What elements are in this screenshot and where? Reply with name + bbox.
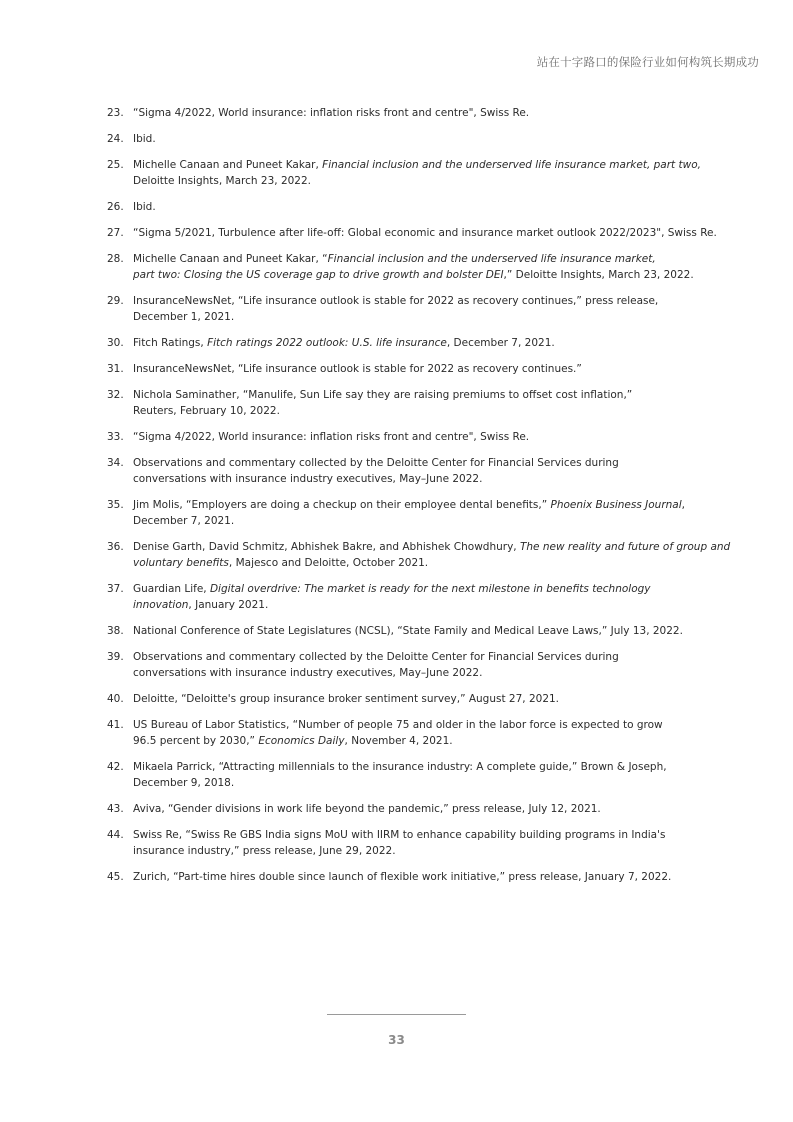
endnote-text-segment: Fitch Ratings, bbox=[133, 337, 208, 349]
endnote-line bbox=[133, 665, 707, 681]
endnote-text-segment: insurance industry,” press release, June 29, 2022. bbox=[133, 845, 396, 857]
endnote-number: 41. bbox=[107, 719, 124, 731]
endnote-number: 42. bbox=[107, 761, 124, 773]
endnote-text-segment: 96.5 percent by 2030,” bbox=[133, 735, 259, 747]
endnote-line bbox=[133, 497, 707, 513]
endnote-text bbox=[133, 691, 707, 707]
endnote-text-segment: Aviva, “Gender divisions in work life beyond the pandemic,” press release, July 12, 2021. bbox=[133, 803, 601, 815]
endnote-text bbox=[133, 335, 707, 351]
endnote-text-segment: December 1, 2021. bbox=[133, 311, 235, 323]
endnote-number: 40. bbox=[107, 693, 124, 705]
endnote-text-segment: InsuranceNewsNet, “Life insurance outlook is stable for 2022 as recovery continues.” bbox=[133, 363, 582, 375]
endnote-text-segment: Deloitte, “Deloitte's group insurance broker sentiment survey,” August 27, 2021. bbox=[133, 693, 560, 705]
endnote-text-segment: Zurich, “Part-time hires double since launch of flexible work initiative,” press release, January 7, 2022. bbox=[133, 871, 672, 883]
endnote-line bbox=[133, 597, 707, 613]
endnote-line bbox=[133, 105, 707, 121]
endnote-line bbox=[133, 157, 707, 173]
endnote-text bbox=[133, 131, 707, 147]
endnote-text-segment: Nichola Saminather, “Manulife, Sun Life say they are raising premiums to offset cost inflation,” bbox=[133, 389, 633, 401]
endnote-line bbox=[133, 293, 707, 309]
endnote-line bbox=[133, 225, 717, 241]
endnote-line bbox=[133, 843, 707, 859]
endnote-title-italic: voluntary benefits bbox=[133, 557, 229, 569]
endnote-item bbox=[107, 335, 707, 351]
endnote-line bbox=[133, 429, 707, 445]
endnote-item bbox=[107, 251, 707, 283]
endnote-item bbox=[107, 539, 731, 571]
endnote-number: 43. bbox=[107, 803, 124, 815]
endnote-line bbox=[133, 539, 730, 555]
endnote-text-segment: Jim Molis, “Employers are doing a checkup on their employee dental benefits,” bbox=[133, 499, 551, 511]
endnote-number: 25. bbox=[107, 159, 124, 171]
endnote-item bbox=[107, 157, 707, 189]
endnote-text-segment: Observations and commentary collected by the Deloitte Center for Financial Services during bbox=[133, 457, 619, 469]
endnote-text-segment: December 7, 2021. bbox=[133, 515, 235, 527]
endnote-text bbox=[133, 361, 707, 377]
endnote-item bbox=[107, 759, 707, 791]
endnote-text bbox=[133, 539, 730, 571]
endnote-text bbox=[133, 623, 707, 639]
endnote-line bbox=[133, 131, 707, 147]
endnote-item bbox=[107, 225, 717, 241]
endnote-number: 23. bbox=[107, 107, 124, 119]
endnote-number: 39. bbox=[107, 651, 124, 663]
endnote-text-segment: Reuters, February 10, 2022. bbox=[133, 405, 280, 417]
endnote-text bbox=[133, 225, 717, 241]
endnote-text-segment: Mikaela Parrick, “Attracting millennials to the insurance industry: A complete guide,” Brown & Joseph, bbox=[133, 761, 667, 773]
endnote-number: 24. bbox=[107, 133, 124, 145]
endnote-line bbox=[133, 555, 730, 571]
endnote-item bbox=[107, 827, 707, 859]
endnote-item bbox=[107, 869, 707, 885]
endnote-text-segment: Denise Garth, David Schmitz, Abhishek Bakre, and Abhishek Chowdhury, bbox=[133, 541, 520, 553]
endnote-item bbox=[107, 497, 707, 529]
endnote-title-italic: innovation bbox=[133, 599, 189, 611]
endnote-line bbox=[133, 775, 707, 791]
endnotes-list bbox=[107, 105, 731, 895]
endnote-text-segment: , December 7, 2021. bbox=[446, 337, 555, 349]
endnote-item bbox=[107, 131, 707, 147]
endnote-line bbox=[133, 869, 707, 885]
endnote-text bbox=[133, 387, 707, 419]
endnote-text bbox=[133, 157, 707, 189]
endnote-number: 32. bbox=[107, 389, 124, 401]
endnote-text bbox=[133, 869, 707, 885]
endnote-text-segment: Michelle Canaan and Puneet Kakar, bbox=[133, 159, 323, 171]
endnote-text bbox=[133, 649, 707, 681]
endnote-line bbox=[133, 827, 707, 843]
endnote-item bbox=[107, 581, 707, 613]
page-header-title: 站在十字路口的保险行业如何构筑长期成功 bbox=[536, 55, 759, 69]
endnote-number: 34. bbox=[107, 457, 124, 469]
endnote-line bbox=[133, 691, 707, 707]
endnote-number: 31. bbox=[107, 363, 124, 375]
endnote-text-segment: Deloitte Insights, March 23, 2022. bbox=[133, 175, 311, 187]
endnote-text-segment: , November 4, 2021. bbox=[344, 735, 453, 747]
endnote-line bbox=[133, 649, 707, 665]
endnote-text-segment: , bbox=[681, 499, 685, 511]
endnote-line bbox=[133, 759, 707, 775]
endnote-text bbox=[133, 801, 707, 817]
endnote-text bbox=[133, 251, 707, 283]
endnote-title-italic: The new reality and future of group and bbox=[519, 541, 731, 553]
endnote-line bbox=[133, 403, 707, 419]
endnote-item bbox=[107, 649, 707, 681]
endnote-text-segment: Guardian Life, bbox=[133, 583, 210, 595]
endnote-text-segment: National Conference of State Legislatures (NCSL), “State Family and Medical Leave Laws,” July 13, 2022. bbox=[133, 625, 683, 637]
endnote-text-segment: , January 2021. bbox=[188, 599, 269, 611]
endnote-number: 35. bbox=[107, 499, 124, 511]
endnote-line bbox=[133, 267, 707, 283]
endnote-item bbox=[107, 623, 707, 639]
endnote-line bbox=[133, 309, 707, 325]
endnote-line bbox=[133, 513, 707, 529]
endnote-text bbox=[133, 293, 707, 325]
endnote-text bbox=[133, 759, 707, 791]
endnote-text bbox=[133, 199, 707, 215]
endnote-text-segment: conversations with insurance industry executives, May–June 2022. bbox=[133, 473, 483, 485]
endnote-text-segment: , Majesco and Deloitte, October 2021. bbox=[228, 557, 429, 569]
endnote-title-italic: Digital overdrive: The market is ready for the next milestone in benefits technology bbox=[209, 583, 651, 595]
endnote-line bbox=[133, 581, 707, 597]
endnote-text-segment: “Sigma 5/2021, Turbulence after life-off: Global economic and insurance market outlook 2022/2023", Swiss Re. bbox=[133, 227, 717, 239]
endnote-title-italic: Phoenix Business Journal bbox=[550, 499, 682, 511]
endnote-item bbox=[107, 293, 707, 325]
endnote-text bbox=[133, 827, 707, 859]
endnote-line bbox=[133, 251, 707, 267]
endnote-number: 38. bbox=[107, 625, 124, 637]
endnote-number: 37. bbox=[107, 583, 124, 595]
endnote-number: 26. bbox=[107, 201, 124, 213]
endnote-text-segment: Ibid. bbox=[133, 133, 156, 145]
endnote-item bbox=[107, 105, 707, 121]
endnote-title-italic: part two: Closing the US coverage gap to drive growth and bolster DEI bbox=[133, 269, 504, 281]
endnote-line bbox=[133, 623, 707, 639]
endnote-line bbox=[133, 387, 707, 403]
endnote-text-segment: Ibid. bbox=[133, 201, 156, 213]
endnote-item bbox=[107, 691, 707, 707]
endnote-number: 33. bbox=[107, 431, 124, 443]
endnote-title-italic: Fitch ratings 2022 outlook: U.S. life insurance bbox=[207, 337, 447, 349]
endnote-item bbox=[107, 387, 707, 419]
endnote-text bbox=[133, 717, 707, 749]
endnote-text-segment: Observations and commentary collected by the Deloitte Center for Financial Services during bbox=[133, 651, 619, 663]
endnote-line bbox=[133, 471, 707, 487]
endnote-line bbox=[133, 717, 707, 733]
endnote-line bbox=[133, 361, 707, 377]
endnote-text-segment: “Sigma 4/2022, World insurance: inflation risks front and centre", Swiss Re. bbox=[133, 431, 530, 443]
endnote-title-italic: Financial inclusion and the underserved life insurance market, bbox=[327, 253, 656, 265]
endnote-text-segment: ,” Deloitte Insights, March 23, 2022. bbox=[503, 269, 694, 281]
endnote-text-segment: December 9, 2018. bbox=[133, 777, 235, 789]
endnote-text bbox=[133, 429, 707, 445]
footer-divider bbox=[327, 1014, 466, 1015]
endnote-text-segment: Michelle Canaan and Puneet Kakar, “ bbox=[133, 253, 328, 265]
endnote-item bbox=[107, 801, 707, 817]
endnote-text-segment: “Sigma 4/2022, World insurance: inflation risks front and centre", Swiss Re. bbox=[133, 107, 530, 119]
endnote-number: 44. bbox=[107, 829, 124, 841]
endnote-text-segment: US Bureau of Labor Statistics, “Number of people 75 and older in the labor force is expected to grow bbox=[133, 719, 663, 731]
endnote-item bbox=[107, 717, 707, 749]
endnote-text bbox=[133, 581, 707, 613]
endnote-line bbox=[133, 335, 707, 351]
endnote-item bbox=[107, 199, 707, 215]
endnote-number: 27. bbox=[107, 227, 124, 239]
endnote-number: 36. bbox=[107, 541, 124, 553]
endnote-number: 29. bbox=[107, 295, 124, 307]
endnote-item bbox=[107, 455, 707, 487]
endnote-title-italic: Economics Daily bbox=[258, 735, 345, 747]
endnote-number: 45. bbox=[107, 871, 124, 883]
endnote-title-italic: Financial inclusion and the underserved life insurance market, part two, bbox=[322, 159, 701, 171]
endnote-text bbox=[133, 455, 707, 487]
endnote-line bbox=[133, 173, 707, 189]
endnote-line bbox=[133, 733, 707, 749]
page-number: 33 bbox=[388, 1033, 405, 1047]
endnote-line bbox=[133, 801, 707, 817]
endnote-text-segment: conversations with insurance industry executives, May–June 2022. bbox=[133, 667, 483, 679]
endnote-line bbox=[133, 199, 707, 215]
endnote-number: 30. bbox=[107, 337, 124, 349]
endnote-item bbox=[107, 361, 707, 377]
endnote-text-segment: Swiss Re, “Swiss Re GBS India signs MoU with IIRM to enhance capability building programs in India's bbox=[133, 829, 666, 841]
endnote-line bbox=[133, 455, 707, 471]
endnote-number: 28. bbox=[107, 253, 124, 265]
endnote-text bbox=[133, 105, 707, 121]
endnote-item bbox=[107, 429, 707, 445]
endnote-text-segment: InsuranceNewsNet, “Life insurance outlook is stable for 2022 as recovery continues,” press release, bbox=[133, 295, 659, 307]
endnote-text bbox=[133, 497, 707, 529]
